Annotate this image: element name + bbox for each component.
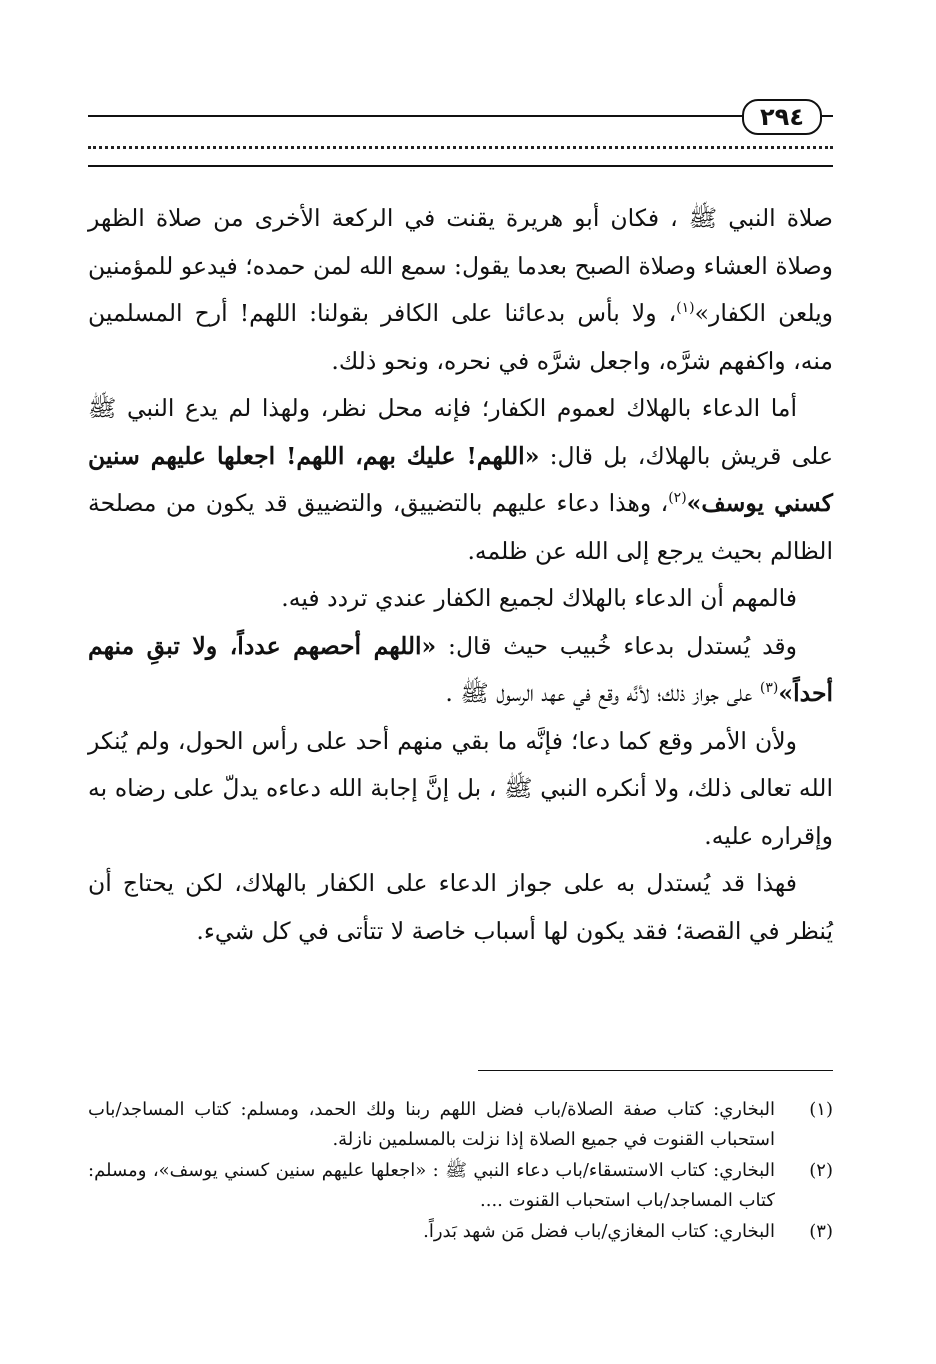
quoted-supplication: «اللهم أحصهم عدداً، ولا تبقِ منهم أحداً» [88,631,833,707]
quoted-supplication: «اللهم! عليك بهم، اللهم! اجعلها عليهم سنين كسني يوسف» [88,441,833,517]
header-top-rule [88,115,833,117]
paragraph-6 [88,860,833,955]
footnote-2 [88,1156,833,1215]
footnote-separator [478,1070,833,1071]
footnote-ref: (١) [676,300,695,317]
text-run: فهذا قد يُستدل به على جواز الدعاء على الكفار بالهلاك، لكن يحتاج أن يُنظر في القصة؛ فقد يكون لها أسباب خاصة لا تتأتى في كل شيء. [88,869,833,945]
paragraph-4 [88,623,833,718]
paragraph-1 [88,195,833,385]
text-run: صلاة النبي ﷺ ، فكان أبو هريرة يقنت في الركعة الأخرى من صلاة الظهر وصلاة العشاء وصلاة الصبح بعدما يقول: سمع الله لمن حمده؛ فيدعو للمؤمنين ويلعن الكفار» [88,204,833,327]
text-run: على جواز ذلك؛ لأنَّه وقع في عهد الرسول ﷺ . [445,679,760,707]
footnote-text: البخاري: كتاب الاستسقاء/باب دعاء النبي ﷺ : «اجعلها عليهم سنين كسني يوسف»، ومسلم: كتاب المساجد/باب استحباب القنوت .... [88,1160,775,1211]
paragraph-2 [88,385,833,575]
text-run: ، ولا بأس بدعائنا على الكافر بقولنا: اللهم! أرح المسلمين منه، واكفهم شرَّه، واجعل شرَّه في نحره، ونحو ذلك. [88,299,833,375]
footnotes [88,1095,833,1249]
page-header [0,0,936,175]
header-bottom-rule [88,165,833,167]
footnote-text: البخاري: كتاب صفة الصلاة/باب فضل اللهم ربنا ولك الحمد، ومسلم: كتاب المساجد/باب استحباب القنوت في جميع الصلاة إذا نزلت بالمسلمين نازلة. [88,1099,775,1150]
page-number: ٢٩٤ [760,103,804,131]
footnote-3 [88,1217,833,1247]
footnote-text: البخاري: كتاب المغازي/باب فضل مَن شهد بَدراً. [423,1221,775,1242]
text-run: ، وهذا دعاء عليهم بالتضييق، والتضييق قد يكون من مصلحة الظالم بحيث يرجع إلى الله عن ظلمه. [88,489,833,565]
text-run: وقد يُستدل بدعاء خُبيب حيث قال: [436,631,798,660]
footnote-1 [88,1095,833,1154]
text-run: أما الدعاء بالهلاك لعموم الكفار؛ فإنه محل نظر، ولهذا لم يدع النبي ﷺ على قريش بالهلاك، بل قال: [88,394,833,470]
page-number-badge [742,99,822,135]
footnote-number: (١) [809,1099,833,1120]
footnote-ref: (٢) [668,490,687,507]
header-dotted-rule [88,146,833,149]
body-text [88,195,833,955]
footnote-number: (٢) [809,1160,833,1181]
footnote-number: (٣) [809,1221,833,1242]
text-run: فالمهم أن الدعاء بالهلاك لجميع الكفار عندي تردد فيه. [281,584,797,612]
paragraph-5 [88,718,833,861]
text-run: ولأن الأمر وقع كما دعا؛ فإنَّه ما بقي منهم أحد على رأس الحول، ولم يُنكر الله تعالى ذلك، ولا أنكره النبي ﷺ ، بل إنَّ إجابة الله دعاءه يدلّ على رضاه به وإقراره عليه. [88,726,833,850]
paragraph-3 [88,575,833,623]
footnote-ref: (٣) [759,680,779,697]
